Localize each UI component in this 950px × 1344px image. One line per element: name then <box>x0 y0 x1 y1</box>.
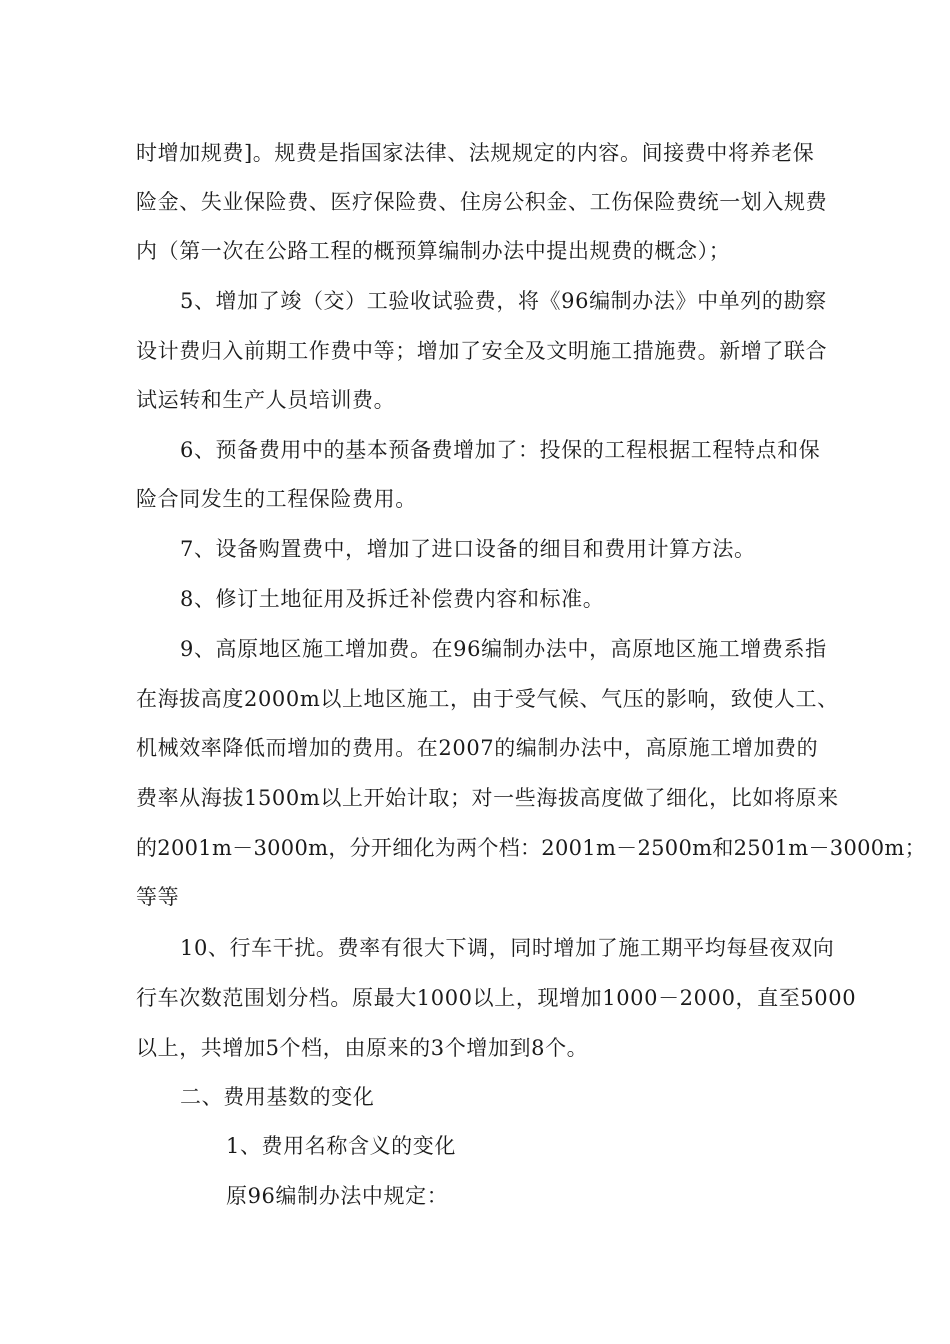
paragraph-line-1: 时增加规费]。规费是指国家法律、法规规定的内容。间接费中将养老保 <box>136 141 815 165</box>
subsection-text: 原96编制办法中规定： <box>226 1184 449 1208</box>
item-5-line-1: 5、增加了竣（交）工验收试验费，将《96编制办法》中单列的勘察 <box>180 289 827 313</box>
section-heading: 二、费用基数的变化 <box>180 1085 375 1109</box>
item-9-line-4: 费率从海拔1500m以上开始计取；对一些海拔高度做了细化，比如将原来 <box>136 786 839 810</box>
item-10-line-3: 以上，共增加5个档，由原来的3个增加到8个。 <box>136 1036 589 1060</box>
item-5-line-3: 试运转和生产人员培训费。 <box>136 388 396 412</box>
subsection-heading: 1、费用名称含义的变化 <box>226 1134 456 1158</box>
item-9-line-5: 的2001m－3000m，分开细化为两个档：2001m－2500m和2501m－3000m； <box>136 836 926 860</box>
item-7-line: 7、设备购置费中，增加了进口设备的细目和费用计算方法。 <box>180 537 756 561</box>
item-9-line-3: 机械效率降低而增加的费用。在2007的编制办法中，高原施工增加费的 <box>136 736 819 760</box>
paragraph-line-2: 险金、失业保险费、医疗保险费、住房公积金、工伤保险费统一划入规费 <box>136 190 828 214</box>
item-6-line-2: 险合同发生的工程保险费用。 <box>136 487 417 511</box>
item-6-line-1: 6、预备费用中的基本预备费增加了：投保的工程根据工程特点和保 <box>180 438 821 462</box>
item-5-line-2: 设计费归入前期工作费中等；增加了安全及文明施工措施费。新增了联合 <box>136 339 828 363</box>
paragraph-line-3: 内（第一次在公路工程的概预算编制办法中提出规费的概念）； <box>136 239 731 263</box>
item-8-line: 8、修订土地征用及拆迁补偿费内容和标准。 <box>180 587 605 611</box>
item-10-line-1: 10、行车干扰。费率有很大下调，同时增加了施工期平均每昼夜双向 <box>180 936 835 960</box>
item-9-line-6: 等等 <box>136 885 180 909</box>
item-10-line-2: 行车次数范围划分档。原最大1000以上，现增加1000－2000，直至5000 <box>136 986 857 1010</box>
item-9-line-1: 9、高原地区施工增加费。在96编制办法中，高原地区施工增费系指 <box>180 637 827 661</box>
item-9-line-2: 在海拔高度2000m以上地区施工，由于受气候、气压的影响，致使人工、 <box>136 687 839 711</box>
